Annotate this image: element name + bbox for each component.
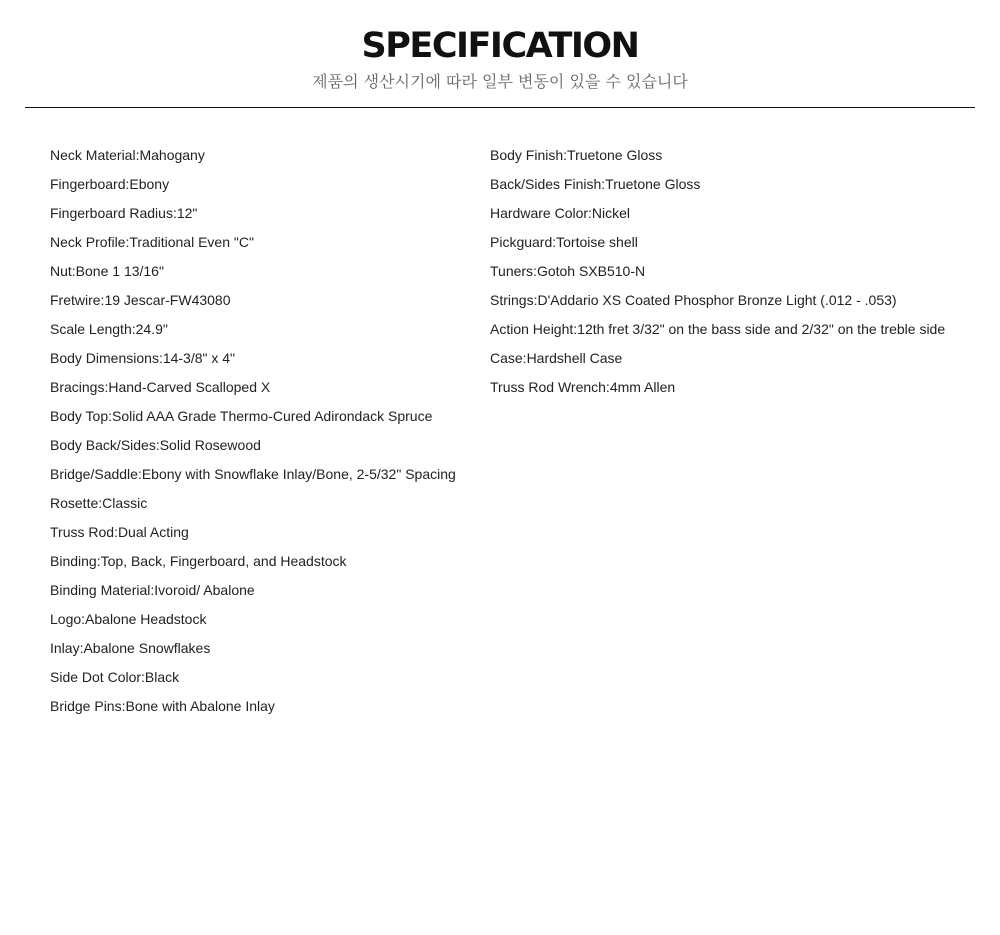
spec-item: Bridge Pins:Bone with Abalone Inlay	[50, 698, 275, 714]
spec-list-right	[490, 141, 990, 402]
page-title: SPECIFICATION	[361, 26, 639, 66]
spec-item: Body Finish:Truetone Gloss	[490, 147, 663, 163]
spec-list-left	[50, 141, 490, 721]
spec-item: Back/Sides Finish:Truetone Gloss	[490, 176, 701, 192]
spec-item: Tuners:Gotoh SXB510-N	[490, 263, 646, 279]
spec-item: Body Top:Solid AAA Grade Thermo-Cured Adirondack Spruce	[50, 408, 433, 424]
spec-item: Binding Material:Ivoroid/ Abalone	[50, 582, 255, 598]
spec-item: Truss Rod Wrench:4mm Allen	[490, 379, 676, 395]
spec-item: Inlay:Abalone Snowflakes	[50, 640, 211, 656]
spec-item: Binding:Top, Back, Fingerboard, and Headstock	[50, 553, 347, 569]
spec-item: Body Dimensions:14-3/8" x 4"	[50, 350, 236, 366]
header-divider	[25, 107, 975, 108]
spec-item: Fingerboard:Ebony	[50, 176, 170, 192]
spec-item: Pickguard:Tortoise shell	[490, 234, 638, 250]
spec-item: Strings:D'Addario XS Coated Phosphor Bronze Light (.012 - .053)	[490, 292, 897, 308]
spec-item: Hardware Color:Nickel	[490, 205, 631, 221]
spec-item: Side Dot Color:Black	[50, 669, 180, 685]
spec-item: Body Back/Sides:Solid Rosewood	[50, 437, 261, 453]
spec-item: Rosette:Classic	[50, 495, 148, 511]
spec-item: Case:Hardshell Case	[490, 350, 623, 366]
spec-item: Fingerboard Radius:12"	[50, 205, 198, 221]
spec-item: Neck Profile:Traditional Even "C"	[50, 234, 254, 250]
spec-item: Bracings:Hand-Carved Scalloped X	[50, 379, 271, 395]
page-subtitle: 제품의 생산시기에 따라 일부 변동이 있을 수 있습니다	[312, 72, 688, 91]
spec-item: Neck Material:Mahogany	[50, 147, 205, 163]
spec-item: Bridge/Saddle:Ebony with Snowflake Inlay/Bone, 2-5/32" Spacing	[50, 466, 456, 482]
spec-item: Truss Rod:Dual Acting	[50, 524, 189, 540]
spec-item: Fretwire:19 Jescar-FW43080	[50, 292, 231, 308]
spec-item: Action Height:12th fret 3/32" on the bass side and 2/32" on the treble side	[490, 321, 946, 337]
spec-item: Nut:Bone 1 13/16"	[50, 263, 164, 279]
spec-item: Logo:Abalone Headstock	[50, 611, 207, 627]
spec-item: Scale Length:24.9"	[50, 321, 168, 337]
